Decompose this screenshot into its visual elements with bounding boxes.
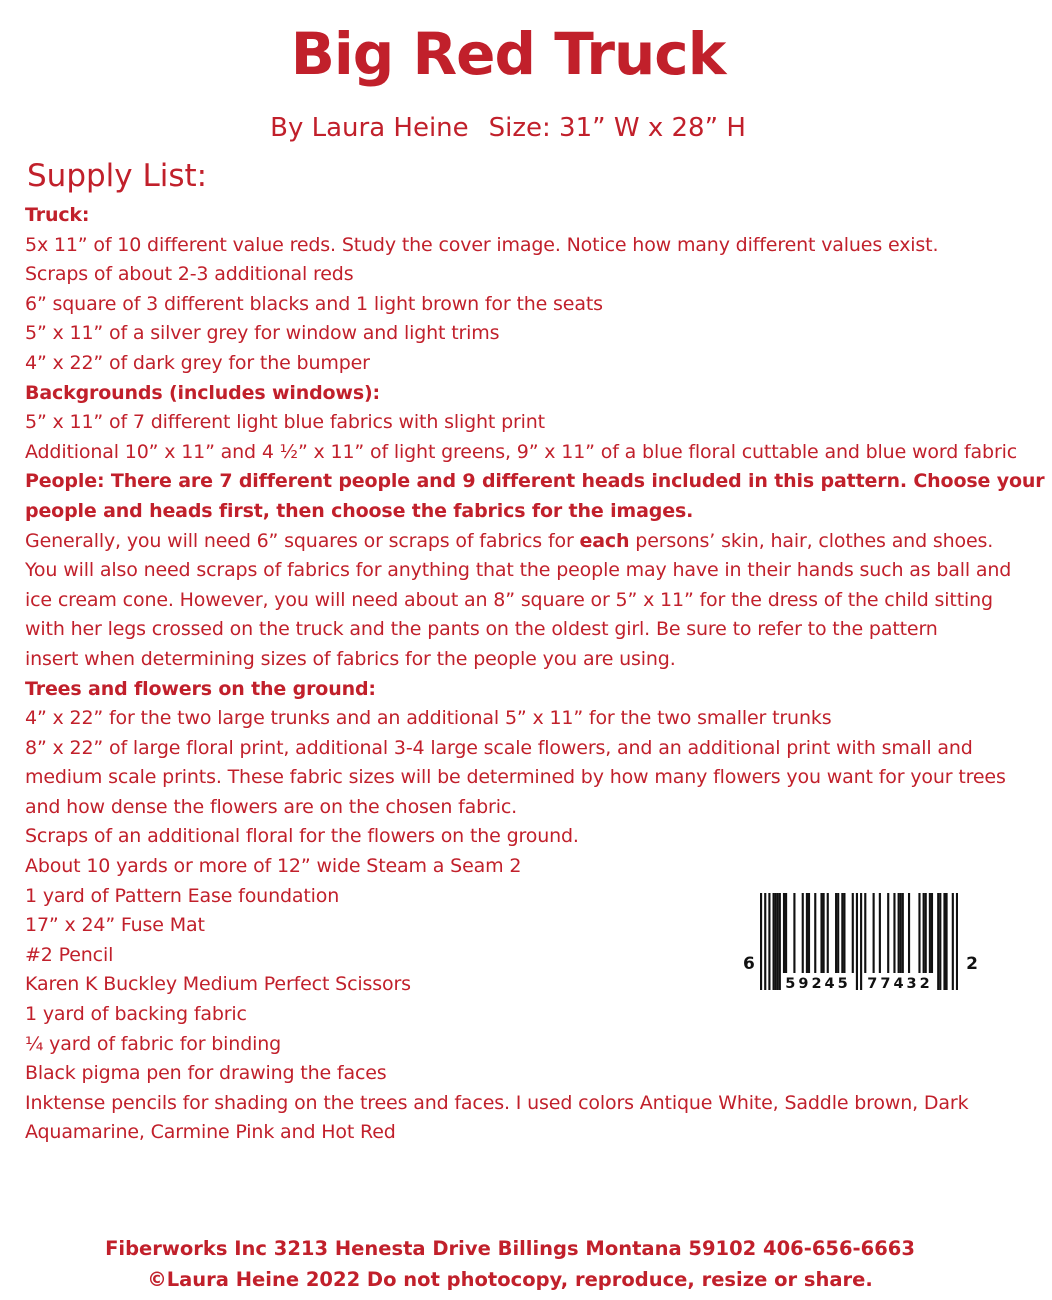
barcode xyxy=(743,893,978,992)
supply-line: Trees and flowers on the ground: xyxy=(25,677,376,700)
barcode-digit-left: 6 xyxy=(743,954,755,974)
footer xyxy=(0,1233,1020,1295)
supply-line: 17” x 24” Fuse Mat xyxy=(25,914,205,937)
supply-line: Scraps of about 2-3 additional reds xyxy=(25,263,354,286)
footer-copyright: ©Laura Heine 2022 Do not photocopy, reproduce, resize or share. xyxy=(147,1268,873,1291)
supply-line: 1 yard of backing fabric xyxy=(25,1003,247,1026)
supply-line: insert when determining sizes of fabrics for the people you are using. xyxy=(25,647,676,670)
size-label: Size: 31” W x 28” H xyxy=(488,113,746,143)
supply-line: medium scale prints. These fabric sizes will be determined by how many flowers you want for your trees xyxy=(25,766,1006,789)
barcode-digits-group2: 77432 xyxy=(864,976,936,992)
supply-line: 5x 11” of 10 different value reds. Study the cover image. Notice how many different values exist. xyxy=(25,233,939,256)
supply-list-heading: Supply List: xyxy=(27,158,208,194)
supply-line: Generally, you will need 6” squares or scraps of fabrics for each persons’ skin, hair, clothes and shoes. xyxy=(25,529,994,552)
supply-line: Inktense pencils for shading on the trees and faces. I used colors Antique White, Saddle brown, Dark xyxy=(25,1091,969,1114)
supply-line: 5” x 11” of 7 different light blue fabrics with slight print xyxy=(25,411,545,434)
supply-line: 5” x 11” of a silver grey for window and light trims xyxy=(25,322,500,345)
supply-line: Karen K Buckley Medium Perfect Scissors xyxy=(25,973,411,996)
supply-line: Black pigma pen for drawing the faces xyxy=(25,1062,387,1085)
supply-line: Additional 10” x 11” and 4 ½” x 11” of light greens, 9” x 11” of a blue floral cuttable and blue word fabric xyxy=(25,440,1018,463)
supply-line: 4” x 22” of dark grey for the bumper xyxy=(25,351,370,374)
supply-line: About 10 yards or more of 12” wide Steam a Seam 2 xyxy=(25,855,522,878)
supply-line: Aquamarine, Carmine Pink and Hot Red xyxy=(25,1121,396,1144)
supply-line: You will also need scraps of fabrics for anything that the people may have in their hands such as ball and xyxy=(25,559,1012,582)
supply-line: Backgrounds (includes windows): xyxy=(25,381,380,404)
supply-line: with her legs crossed on the truck and the pants on the oldest girl. Be sure to refer to the pattern xyxy=(25,618,938,641)
supply-line: Scraps of an additional floral for the flowers on the ground. xyxy=(25,825,579,848)
supply-line: and how dense the flowers are on the chosen fabric. xyxy=(25,795,518,818)
supply-list xyxy=(25,201,1045,1148)
supply-line: ice cream cone. However, you will need about an 8” square or 5” x 11” for the dress of the child sitting xyxy=(25,588,993,611)
supply-line: 8” x 22” of large floral print, additional 3-4 large scale flowers, and an additional print with small and xyxy=(25,736,973,759)
footer-address: Fiberworks Inc 3213 Henesta Drive Billings Montana 59102 406-656-6663 xyxy=(105,1237,915,1260)
supply-line: 4” x 22” for the two large trunks and an additional 5” x 11” for the two smaller trunks xyxy=(25,707,832,730)
barcode-digits-group1: 59245 xyxy=(782,976,854,992)
barcode-digit-right: 2 xyxy=(966,954,978,974)
byline: By Laura Heine xyxy=(270,113,469,143)
supply-line: Truck: xyxy=(25,204,90,226)
supply-line: 1 yard of Pattern Ease foundation xyxy=(25,884,340,907)
supply-line: #2 Pencil xyxy=(25,943,114,966)
subtitle xyxy=(0,113,1016,143)
supply-line: ¼ yard of fabric for binding xyxy=(25,1032,282,1055)
supply-line: 6” square of 3 different blacks and 1 light brown for the seats xyxy=(25,292,603,315)
supply-line: people and heads first, then choose the fabrics for the images. xyxy=(25,499,694,522)
supply-line: People: There are 7 different people and 9 different heads included in this pattern. Choose your xyxy=(25,470,1045,493)
page-title: Big Red Truck xyxy=(290,20,726,88)
